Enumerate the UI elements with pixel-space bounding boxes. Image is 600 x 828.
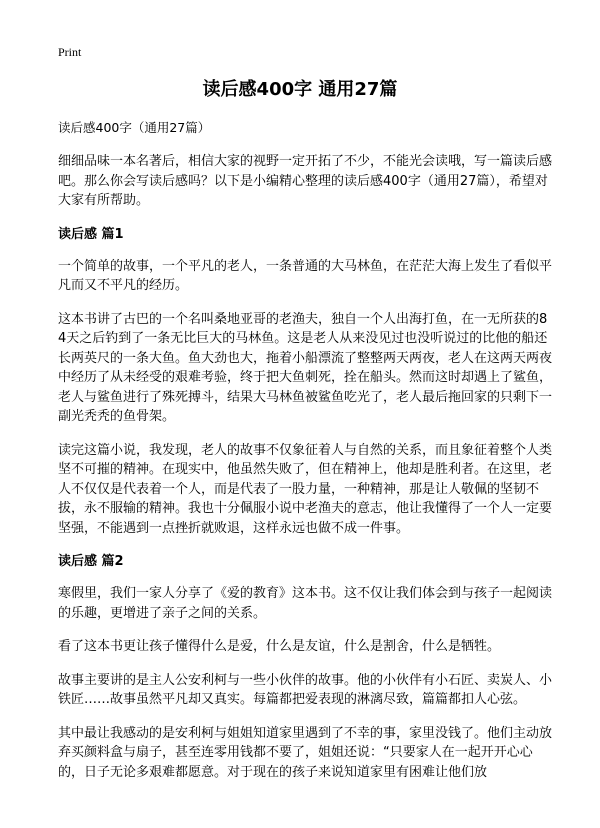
section-heading-1: 读后感 篇1 [58,226,124,242]
article-body [58,118,554,796]
section-2-paragraph-4: 其中最让我感动的是安利柯与姐姐知道家里遇到了不幸的事，家里没钱了。他们主动放弃买颜料盒与扇子，甚至连零用钱都不要了，姐姐还说：“只要家人在一起开开心心的，日子无论多艰难都愿意。对于现在的孩子来说知道家里有困难让他们放 [58,725,553,780]
section-heading-2: 读后感 篇2 [58,554,124,569]
page-title: 读后感400字 通用27篇 [202,79,398,100]
intro-paragraph: 细细品味一本名著后，相信大家的视野一定开拓了不少，不能光会读哦，写一篇读后感吧。那么你会写读后感吗？以下是小编精心整理的读后感400字（通用27篇），希望对大家有所帮助。 [58,154,553,208]
section-1-paragraph-1: 一个简单的故事，一个平凡的老人，一条普通的大马林鱼，在茫茫大海上发生了看似平凡而又不平凡的经历。 [58,258,553,293]
section-1-paragraph-3: 读完这篇小说，我发现，老人的故事不仅象征着人与自然的关系，而且象征着整个人类坚不可摧的精神。在现实中，他虽然失败了，但在精神上，他却是胜利者。在这里，老人不仅仅是代表着一个人，而是代表了一股力量，一种精神，那是让人敬佩的坚韧不拔，永不服输的精神。我也十分佩服小说中老渔夫的意志，他让我懂得了一个人一定要坚强，不能遇到一点挫折就败退，这样永远也做不成一件事。 [58,442,553,536]
section-2-paragraph-1: 寒假里，我们一家人分享了《爱的教育》这本书。这不仅让我们体会到与孩子一起阅读的乐趣，更增进了亲子之间的关系。 [58,586,553,621]
section-2-paragraph-3: 故事主要讲的是主人公安利柯与一些小伙伴的故事。他的小伙伴有小石匠、卖炭人、小铁匠……故事虽然平凡却又真实。每篇都把爱表现的淋漓尽致，篇篇都扣人心弦。 [58,672,553,707]
section-2-paragraph-2: 看了这本书更让孩子懂得什么是爱，什么是友谊，什么是割舍，什么是牺牲。 [58,639,501,654]
article-subtitle: 读后感400字（通用27篇） [58,120,211,135]
section-1-paragraph-2: 这本书讲了古巴的一个名叫桑地亚哥的老渔夫，独自一个人出海打鱼，在一无所获的84天之后钓到了一条无比巨大的马林鱼。这是老人从来没见过也没听说过的比他的船还长两英尺的一条大鱼。鱼大劲也大，拖着小船漂流了整整两天两夜，老人在这两天两夜中经历了从未经受的艰难考验，终于把大鱼刺死，拴在船头。然而这时却遇上了鲨鱼，老人与鲨鱼进行了殊死搏斗，结果大马林鱼被鲨鱼吃光了，老人最后拖回家的只剩下一副光秃秃的鱼骨架。 [58,311,553,424]
print-link[interactable]: Print [58,45,82,59]
